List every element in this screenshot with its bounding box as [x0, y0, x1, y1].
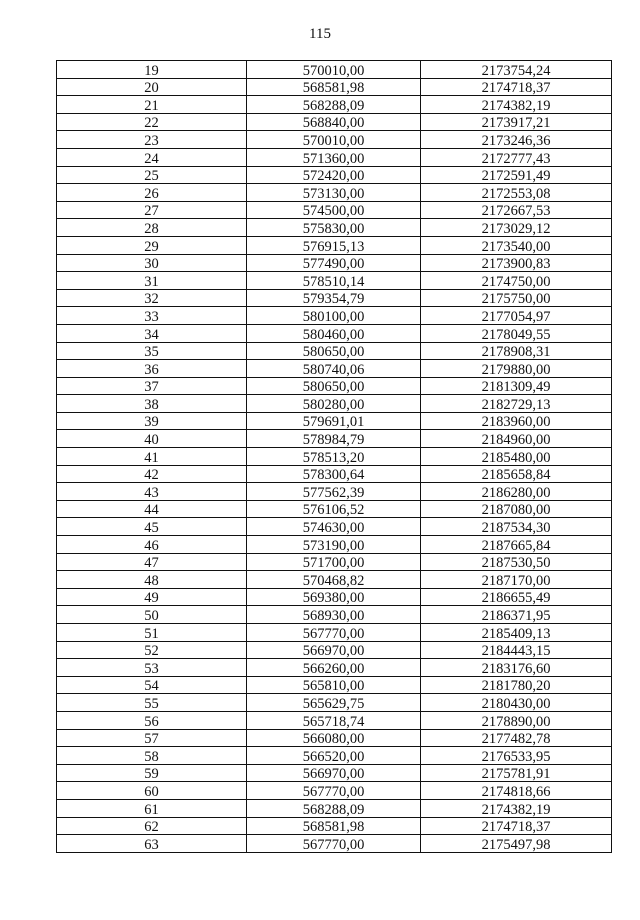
- table-row: [57, 412, 612, 430]
- x-coordinate-cell: 573130,00: [247, 184, 421, 202]
- coordinates-table: [56, 60, 612, 853]
- x-coordinate-cell: 577490,00: [247, 254, 421, 272]
- table-row: [57, 782, 612, 800]
- y-coordinate-cell: 2175781,91: [421, 764, 612, 782]
- table-row: [57, 835, 612, 853]
- y-coordinate-cell: 2180430,00: [421, 694, 612, 712]
- x-coordinate-cell: 578510,14: [247, 272, 421, 290]
- point-number-cell: 42: [57, 465, 247, 483]
- y-coordinate-cell: 2179880,00: [421, 360, 612, 378]
- y-coordinate-cell: 2181780,20: [421, 676, 612, 694]
- point-number-cell: 41: [57, 448, 247, 466]
- table-row: [57, 113, 612, 131]
- x-coordinate-cell: 566260,00: [247, 659, 421, 677]
- point-number-cell: 53: [57, 659, 247, 677]
- point-number-cell: 30: [57, 254, 247, 272]
- x-coordinate-cell: 580740,06: [247, 360, 421, 378]
- point-number-cell: 55: [57, 694, 247, 712]
- point-number-cell: 24: [57, 148, 247, 166]
- y-coordinate-cell: 2182729,13: [421, 395, 612, 413]
- x-coordinate-cell: 578300,64: [247, 465, 421, 483]
- x-coordinate-cell: 577562,39: [247, 483, 421, 501]
- x-coordinate-cell: 567770,00: [247, 835, 421, 853]
- x-coordinate-cell: 580100,00: [247, 307, 421, 325]
- x-coordinate-cell: 569380,00: [247, 588, 421, 606]
- y-coordinate-cell: 2174382,19: [421, 799, 612, 817]
- table-row: [57, 465, 612, 483]
- table-row: [57, 201, 612, 219]
- y-coordinate-cell: 2173917,21: [421, 113, 612, 131]
- point-number-cell: 35: [57, 342, 247, 360]
- x-coordinate-cell: 565718,74: [247, 711, 421, 729]
- table-row: [57, 236, 612, 254]
- x-coordinate-cell: 578513,20: [247, 448, 421, 466]
- y-coordinate-cell: 2172667,53: [421, 201, 612, 219]
- table-row: [57, 148, 612, 166]
- page-number: 115: [309, 26, 331, 42]
- point-number-cell: 48: [57, 571, 247, 589]
- table-row: [57, 96, 612, 114]
- table-row: [57, 799, 612, 817]
- y-coordinate-cell: 2186371,95: [421, 606, 612, 624]
- point-number-cell: 26: [57, 184, 247, 202]
- point-number-cell: 47: [57, 553, 247, 571]
- table-row: [57, 694, 612, 712]
- point-number-cell: 28: [57, 219, 247, 237]
- x-coordinate-cell: 574500,00: [247, 201, 421, 219]
- point-number-cell: 57: [57, 729, 247, 747]
- y-coordinate-cell: 2172553,08: [421, 184, 612, 202]
- y-coordinate-cell: 2176533,95: [421, 747, 612, 765]
- table-row: [57, 729, 612, 747]
- table-row: [57, 377, 612, 395]
- y-coordinate-cell: 2178890,00: [421, 711, 612, 729]
- point-number-cell: 37: [57, 377, 247, 395]
- y-coordinate-cell: 2181309,49: [421, 377, 612, 395]
- y-coordinate-cell: 2185409,13: [421, 624, 612, 642]
- point-number-cell: 21: [57, 96, 247, 114]
- point-number-cell: 40: [57, 430, 247, 448]
- x-coordinate-cell: 570010,00: [247, 131, 421, 149]
- y-coordinate-cell: 2177482,78: [421, 729, 612, 747]
- y-coordinate-cell: 2173540,00: [421, 236, 612, 254]
- table-row: [57, 448, 612, 466]
- x-coordinate-cell: 566970,00: [247, 764, 421, 782]
- table-row: [57, 307, 612, 325]
- y-coordinate-cell: 2173754,24: [421, 61, 612, 79]
- x-coordinate-cell: 568288,09: [247, 96, 421, 114]
- table-row: [57, 166, 612, 184]
- y-coordinate-cell: 2184443,15: [421, 641, 612, 659]
- point-number-cell: 58: [57, 747, 247, 765]
- x-coordinate-cell: 568288,09: [247, 799, 421, 817]
- y-coordinate-cell: 2173900,83: [421, 254, 612, 272]
- point-number-cell: 59: [57, 764, 247, 782]
- y-coordinate-cell: 2187530,50: [421, 553, 612, 571]
- x-coordinate-cell: 576915,13: [247, 236, 421, 254]
- x-coordinate-cell: 566970,00: [247, 641, 421, 659]
- y-coordinate-cell: 2185658,84: [421, 465, 612, 483]
- point-number-cell: 27: [57, 201, 247, 219]
- y-coordinate-cell: 2187665,84: [421, 536, 612, 554]
- y-coordinate-cell: 2175497,98: [421, 835, 612, 853]
- y-coordinate-cell: 2183176,60: [421, 659, 612, 677]
- table-row: [57, 518, 612, 536]
- table-row: [57, 395, 612, 413]
- y-coordinate-cell: 2187170,00: [421, 571, 612, 589]
- point-number-cell: 22: [57, 113, 247, 131]
- table-row: [57, 588, 612, 606]
- y-coordinate-cell: 2174718,37: [421, 817, 612, 835]
- y-coordinate-cell: 2186280,00: [421, 483, 612, 501]
- x-coordinate-cell: 566520,00: [247, 747, 421, 765]
- coordinates-table-body: [57, 61, 612, 853]
- x-coordinate-cell: 568581,98: [247, 78, 421, 96]
- table-row: [57, 184, 612, 202]
- x-coordinate-cell: 572420,00: [247, 166, 421, 184]
- y-coordinate-cell: 2187080,00: [421, 500, 612, 518]
- point-number-cell: 45: [57, 518, 247, 536]
- table-row: [57, 606, 612, 624]
- x-coordinate-cell: 568930,00: [247, 606, 421, 624]
- x-coordinate-cell: 571700,00: [247, 553, 421, 571]
- x-coordinate-cell: 571360,00: [247, 148, 421, 166]
- y-coordinate-cell: 2172591,49: [421, 166, 612, 184]
- table-row: [57, 817, 612, 835]
- point-number-cell: 51: [57, 624, 247, 642]
- x-coordinate-cell: 573190,00: [247, 536, 421, 554]
- table-row: [57, 430, 612, 448]
- x-coordinate-cell: 578984,79: [247, 430, 421, 448]
- point-number-cell: 25: [57, 166, 247, 184]
- table-row: [57, 324, 612, 342]
- y-coordinate-cell: 2174750,00: [421, 272, 612, 290]
- table-row: [57, 659, 612, 677]
- table-row: [57, 289, 612, 307]
- point-number-cell: 56: [57, 711, 247, 729]
- point-number-cell: 54: [57, 676, 247, 694]
- y-coordinate-cell: 2178049,55: [421, 324, 612, 342]
- table-row: [57, 272, 612, 290]
- x-coordinate-cell: 574630,00: [247, 518, 421, 536]
- point-number-cell: 52: [57, 641, 247, 659]
- x-coordinate-cell: 565629,75: [247, 694, 421, 712]
- point-number-cell: 29: [57, 236, 247, 254]
- y-coordinate-cell: 2186655,49: [421, 588, 612, 606]
- y-coordinate-cell: 2178908,31: [421, 342, 612, 360]
- y-coordinate-cell: 2174718,37: [421, 78, 612, 96]
- x-coordinate-cell: 580460,00: [247, 324, 421, 342]
- y-coordinate-cell: 2184960,00: [421, 430, 612, 448]
- table-row: [57, 641, 612, 659]
- x-coordinate-cell: 570010,00: [247, 61, 421, 79]
- table-row: [57, 78, 612, 96]
- x-coordinate-cell: 580650,00: [247, 377, 421, 395]
- point-number-cell: 46: [57, 536, 247, 554]
- x-coordinate-cell: 579691,01: [247, 412, 421, 430]
- x-coordinate-cell: 580280,00: [247, 395, 421, 413]
- x-coordinate-cell: 567770,00: [247, 782, 421, 800]
- point-number-cell: 23: [57, 131, 247, 149]
- table-row: [57, 676, 612, 694]
- table-row: [57, 711, 612, 729]
- table-row: [57, 571, 612, 589]
- x-coordinate-cell: 567770,00: [247, 624, 421, 642]
- y-coordinate-cell: 2177054,97: [421, 307, 612, 325]
- x-coordinate-cell: 570468,82: [247, 571, 421, 589]
- point-number-cell: 60: [57, 782, 247, 800]
- point-number-cell: 43: [57, 483, 247, 501]
- x-coordinate-cell: 580650,00: [247, 342, 421, 360]
- table-row: [57, 219, 612, 237]
- table-row: [57, 342, 612, 360]
- y-coordinate-cell: 2173029,12: [421, 219, 612, 237]
- point-number-cell: 38: [57, 395, 247, 413]
- y-coordinate-cell: 2172777,43: [421, 148, 612, 166]
- x-coordinate-cell: 576106,52: [247, 500, 421, 518]
- table-row: [57, 61, 612, 79]
- point-number-cell: 20: [57, 78, 247, 96]
- x-coordinate-cell: 579354,79: [247, 289, 421, 307]
- x-coordinate-cell: 565810,00: [247, 676, 421, 694]
- table-row: [57, 360, 612, 378]
- point-number-cell: 36: [57, 360, 247, 378]
- point-number-cell: 19: [57, 61, 247, 79]
- x-coordinate-cell: 568840,00: [247, 113, 421, 131]
- point-number-cell: 49: [57, 588, 247, 606]
- table-row: [57, 553, 612, 571]
- y-coordinate-cell: 2185480,00: [421, 448, 612, 466]
- table-row: [57, 764, 612, 782]
- point-number-cell: 63: [57, 835, 247, 853]
- y-coordinate-cell: 2174818,66: [421, 782, 612, 800]
- point-number-cell: 61: [57, 799, 247, 817]
- table-row: [57, 483, 612, 501]
- table-row: [57, 500, 612, 518]
- table-row: [57, 536, 612, 554]
- x-coordinate-cell: 575830,00: [247, 219, 421, 237]
- y-coordinate-cell: 2173246,36: [421, 131, 612, 149]
- y-coordinate-cell: 2183960,00: [421, 412, 612, 430]
- y-coordinate-cell: 2187534,30: [421, 518, 612, 536]
- x-coordinate-cell: 566080,00: [247, 729, 421, 747]
- table-row: [57, 254, 612, 272]
- point-number-cell: 34: [57, 324, 247, 342]
- table-row: [57, 747, 612, 765]
- point-number-cell: 31: [57, 272, 247, 290]
- table-row: [57, 131, 612, 149]
- table-row: [57, 624, 612, 642]
- x-coordinate-cell: 568581,98: [247, 817, 421, 835]
- point-number-cell: 39: [57, 412, 247, 430]
- point-number-cell: 44: [57, 500, 247, 518]
- point-number-cell: 33: [57, 307, 247, 325]
- y-coordinate-cell: 2174382,19: [421, 96, 612, 114]
- point-number-cell: 62: [57, 817, 247, 835]
- point-number-cell: 50: [57, 606, 247, 624]
- y-coordinate-cell: 2175750,00: [421, 289, 612, 307]
- point-number-cell: 32: [57, 289, 247, 307]
